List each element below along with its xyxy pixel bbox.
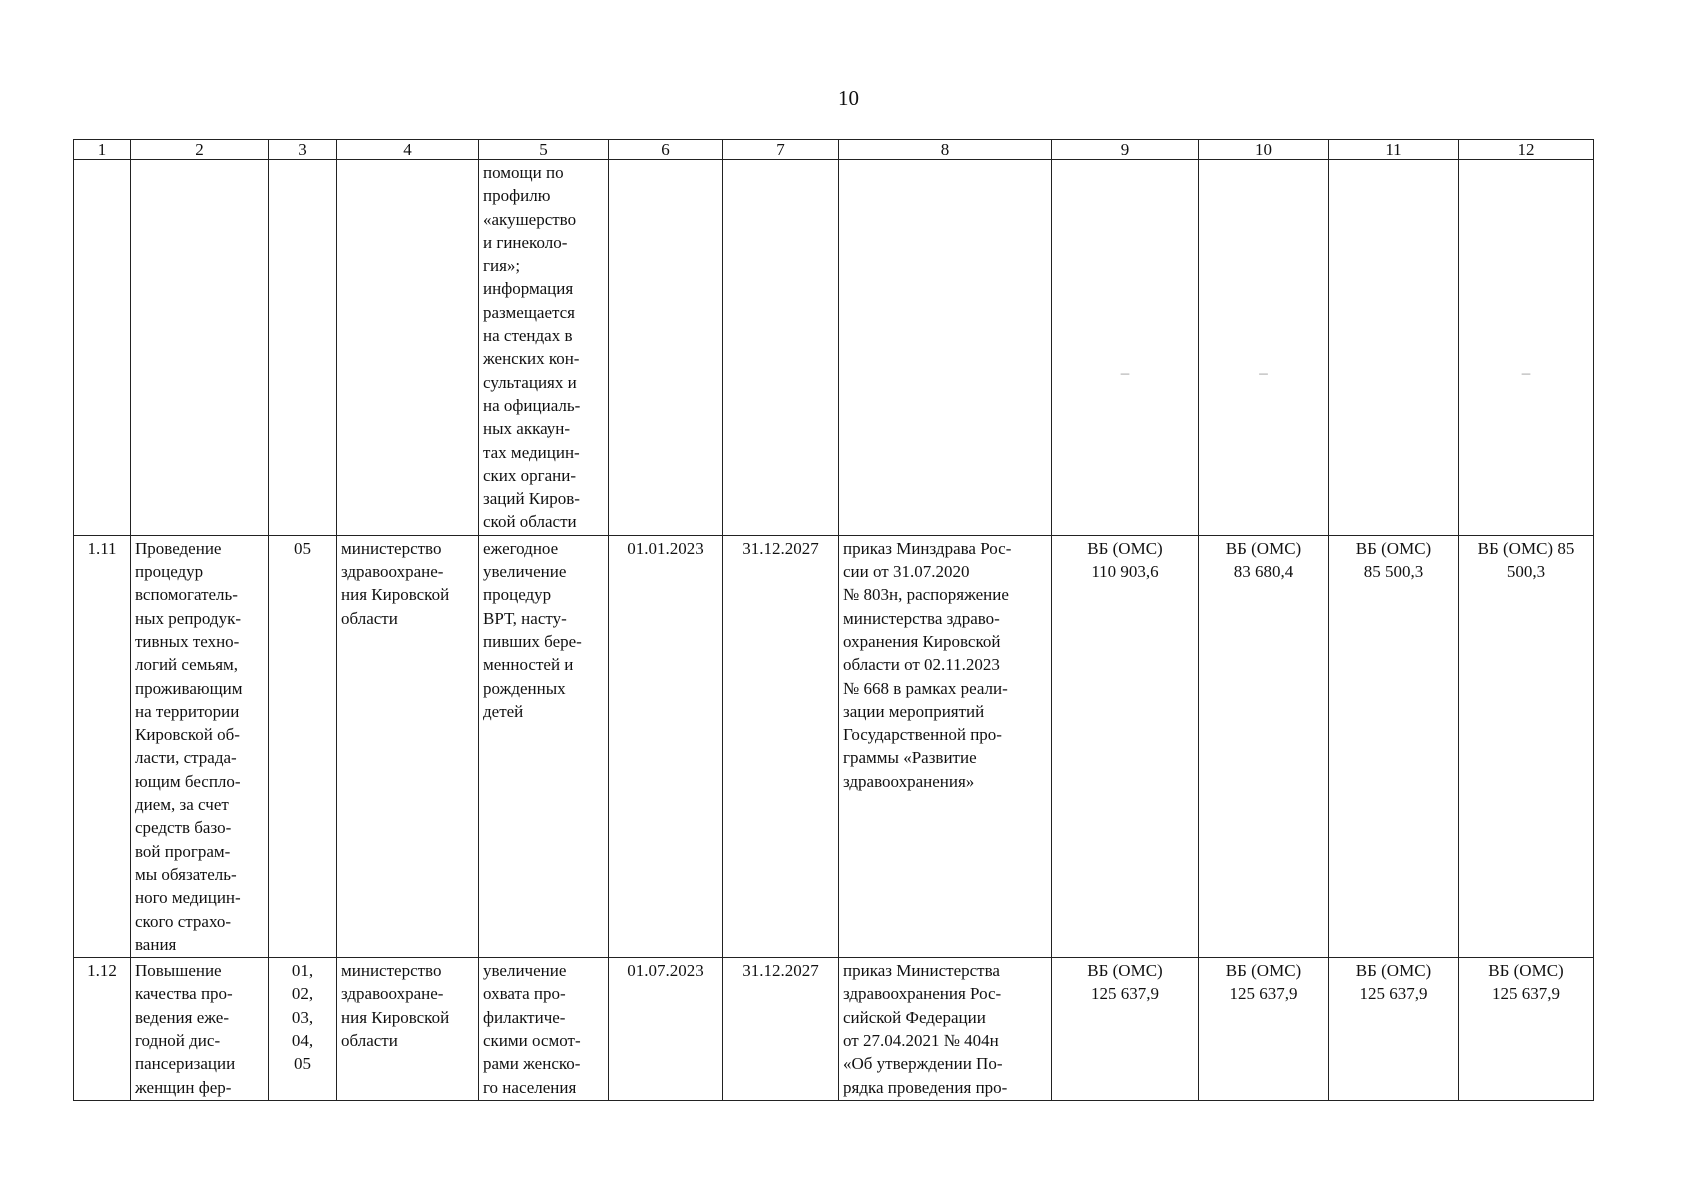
text-line: тах медицин- — [483, 442, 580, 462]
text-line: министерство — [341, 961, 442, 981]
text-line: сии от 31.07.2020 — [843, 562, 970, 582]
cell-executor — [337, 160, 479, 536]
cell-num: 1.12 — [74, 958, 131, 1101]
text-line: 125 637,9 — [1229, 984, 1298, 1004]
text-line: «Об утверждении По- — [843, 1054, 1003, 1074]
column-header-2: 2 — [131, 140, 269, 160]
text-line: ской области — [483, 512, 577, 532]
dash-mark: – — [1120, 363, 1130, 382]
text-line: и гинеколо- — [483, 232, 568, 252]
table-row — [74, 535, 1594, 957]
cell-basis — [839, 535, 1052, 957]
cell-fin-9 — [1052, 535, 1199, 957]
text-line: ных аккаун- — [483, 419, 571, 439]
text-line: мы обязатель- — [135, 864, 237, 884]
text-line: Кировской об- — [135, 725, 240, 745]
page-number: 10 — [838, 86, 859, 110]
text-line: приказ Министерства — [843, 961, 1000, 981]
text-line: министерство — [341, 538, 442, 558]
text-line: ВБ (ОМС) — [1087, 961, 1163, 981]
text-line: здравоохранения» — [843, 771, 975, 791]
text-line: № 803н, распоряжение — [843, 585, 1009, 605]
text-line: здравоохране- — [341, 562, 444, 582]
text-line: тивных техно- — [135, 631, 240, 651]
column-header-5: 5 — [479, 140, 609, 160]
text-line: качества про- — [135, 984, 233, 1004]
text-line: менностей и — [483, 655, 574, 675]
text-line: рами женско- — [483, 1054, 581, 1074]
cell-name — [131, 958, 269, 1101]
text-line: зации мероприятий — [843, 701, 985, 721]
text-line: на стендах в — [483, 326, 573, 346]
text-line: ных репродук- — [135, 608, 241, 628]
text-line: вой програм- — [135, 841, 231, 861]
cell-executor — [337, 958, 479, 1101]
text-line: помощи по — [483, 163, 564, 182]
column-header-12: 12 — [1459, 140, 1594, 160]
text-line: профилю — [483, 186, 551, 206]
column-header-6: 6 — [609, 140, 723, 160]
text-line: 125 637,9 — [1359, 984, 1428, 1004]
text-line: № 668 в рамках реали- — [843, 678, 1008, 698]
cell-basis — [839, 958, 1052, 1101]
cell-fin-11 — [1329, 160, 1459, 536]
text-line: увеличение — [483, 961, 567, 981]
text-line: 02, — [291, 984, 314, 1004]
cell-executor — [337, 535, 479, 957]
text-line: 125 637,9 — [1492, 984, 1560, 1004]
text-line: ния Кировской — [341, 585, 450, 605]
text-line: ласти, страда- — [135, 748, 237, 768]
text-line: 04, — [291, 1030, 314, 1050]
text-line: ВБ (ОМС) — [1488, 961, 1564, 981]
text-line: дием, за счет — [135, 795, 229, 815]
cell-result — [479, 535, 609, 957]
text-line: вания — [135, 934, 177, 954]
cell-result — [479, 958, 609, 1101]
text-line: заций Киров- — [483, 489, 580, 509]
cell-fin-11 — [1329, 535, 1459, 957]
text-line: 05 — [294, 1054, 311, 1074]
text-line: области — [341, 608, 398, 628]
column-header-8: 8 — [839, 140, 1052, 160]
text-line: 01, — [291, 961, 314, 981]
cell-name — [131, 160, 269, 536]
text-line: ющим беспло- — [135, 771, 241, 791]
cell-end — [723, 160, 839, 536]
cell-end: 31.12.2027 — [723, 958, 839, 1101]
text-line: филактиче- — [483, 1007, 566, 1027]
cell-fin-12 — [1459, 958, 1594, 1101]
text-line: пансеризации — [135, 1054, 236, 1074]
column-header-3: 3 — [269, 140, 337, 160]
text-line: ния Кировской — [341, 1007, 450, 1027]
text-line: 500,3 — [1506, 562, 1546, 582]
text-line: ВБ (ОМС) 85 — [1477, 538, 1575, 558]
text-line: логий семьям, — [135, 655, 239, 675]
text-line: ного медицин- — [135, 888, 241, 908]
text-line: пивших бере- — [483, 631, 582, 651]
text-line: женских кон- — [483, 349, 580, 369]
cell-fin-9 — [1052, 958, 1199, 1101]
text-line: ВБ (ОМС) — [1225, 961, 1302, 981]
cell-fin-9 — [1052, 160, 1199, 536]
text-line: скими осмот- — [483, 1030, 581, 1050]
text-line: ского страхо- — [135, 911, 231, 931]
text-line: рожденных — [483, 678, 566, 698]
column-header-7: 7 — [723, 140, 839, 160]
text-line: ВБ (ОМС) — [1225, 538, 1302, 558]
text-line: 85 500,3 — [1363, 562, 1424, 582]
text-line: 125 637,9 — [1091, 984, 1159, 1004]
text-line: гия»; — [483, 256, 521, 276]
text-line: сультациях и — [483, 372, 577, 392]
text-line: средств базо- — [135, 818, 232, 838]
text-line: информация — [483, 279, 574, 299]
text-line: ВБ (ОМС) — [1355, 538, 1432, 558]
cell-end: 31.12.2027 — [723, 535, 839, 957]
text-line: вспомогатель- — [135, 585, 238, 605]
cell-name — [131, 535, 269, 957]
cell-code — [269, 535, 337, 957]
text-line: процедур — [135, 562, 204, 582]
text-line: Проведение — [135, 538, 222, 558]
text-line: здравоохране- — [341, 984, 444, 1004]
text-line: годной дис- — [135, 1030, 221, 1050]
text-line: го населения — [483, 1077, 577, 1097]
text-line: области от 02.11.2023 — [843, 655, 1000, 675]
cell-num: 1.11 — [74, 535, 131, 957]
text-line: на официаль- — [483, 395, 581, 415]
document-table — [73, 139, 1594, 1101]
text-line: 05 — [294, 538, 311, 558]
text-line: граммы «Развитие — [843, 748, 977, 768]
text-line: ВБ (ОМС) — [1355, 961, 1432, 981]
dash-mark: – — [1259, 363, 1268, 382]
text-line: детей — [483, 701, 524, 721]
dash-mark: – — [1521, 363, 1531, 382]
text-line: процедур — [483, 585, 552, 605]
text-line: охранения Кировской — [843, 631, 1001, 651]
text-line: увеличение — [483, 562, 567, 582]
text-line: женщин фер- — [135, 1077, 232, 1097]
cell-fin-10 — [1199, 535, 1329, 957]
text-line: области — [341, 1030, 398, 1050]
text-line: приказ Минздрава Рос- — [843, 538, 1012, 558]
continuation-row — [74, 160, 1594, 536]
text-line: ских органи- — [483, 465, 577, 485]
cell-fin-10 — [1199, 958, 1329, 1101]
cell-fin-10 — [1199, 160, 1329, 536]
cell-start: 01.07.2023 — [609, 958, 723, 1101]
header-row — [74, 140, 1594, 160]
cell-result — [479, 160, 609, 536]
cell-num — [74, 160, 131, 536]
cell-fin-12 — [1459, 160, 1594, 536]
cell-code — [269, 160, 337, 536]
text-line: министерства здраво- — [843, 608, 1000, 628]
text-line: охвата про- — [483, 984, 566, 1004]
text-line: Государственной про- — [843, 725, 1002, 745]
column-header-4: 4 — [337, 140, 479, 160]
text-line: 03, — [291, 1007, 314, 1027]
text-line: здравоохранения Рос- — [843, 984, 1002, 1004]
cell-fin-11 — [1329, 958, 1459, 1101]
text-line: проживающим — [135, 678, 243, 698]
text-line: ведения еже- — [135, 1007, 229, 1027]
table-row — [74, 958, 1594, 1101]
cell-code — [269, 958, 337, 1101]
cell-basis — [839, 160, 1052, 536]
text-line: ежегодное — [483, 538, 559, 558]
text-line: ВРТ, насту- — [483, 608, 567, 628]
column-header-9: 9 — [1052, 140, 1199, 160]
cell-fin-12 — [1459, 535, 1594, 957]
text-line: 110 903,6 — [1091, 562, 1159, 582]
column-header-10: 10 — [1199, 140, 1329, 160]
column-header-1: 1 — [74, 140, 131, 160]
text-line: на территории — [135, 701, 240, 721]
text-line: сийской Федерации — [843, 1007, 986, 1027]
cell-start — [609, 160, 723, 536]
text-line: от 27.04.2021 № 404н — [843, 1030, 999, 1050]
text-line: размещается — [483, 302, 576, 322]
column-header-11: 11 — [1329, 140, 1459, 160]
text-line: ВБ (ОМС) — [1087, 538, 1163, 558]
cell-start: 01.01.2023 — [609, 535, 723, 957]
text-line: рядка проведения про- — [843, 1077, 1008, 1097]
text-line: Повышение — [135, 961, 222, 981]
text-line: 83 680,4 — [1233, 562, 1294, 582]
text-line: «акушерство — [483, 209, 577, 229]
